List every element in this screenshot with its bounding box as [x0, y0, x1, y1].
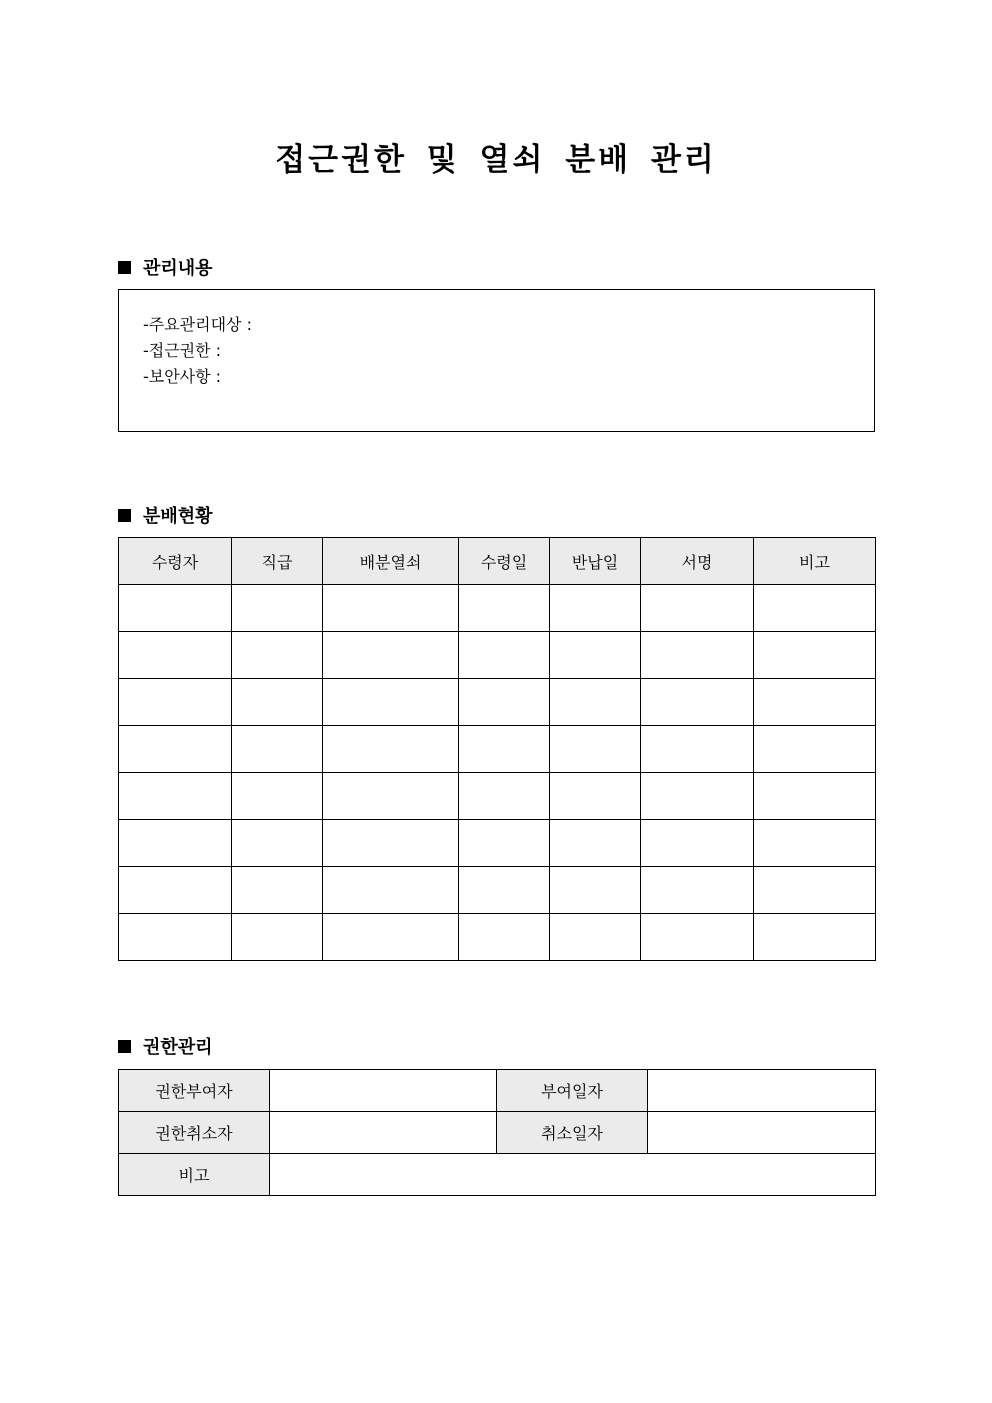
table-cell[interactable] — [550, 914, 641, 961]
table-cell[interactable] — [459, 679, 550, 726]
table-cell[interactable] — [232, 679, 323, 726]
table-cell[interactable] — [232, 726, 323, 773]
table-cell[interactable] — [323, 726, 459, 773]
table-cell[interactable] — [754, 867, 876, 914]
section-heading-permission — [118, 1033, 213, 1059]
table-cell[interactable] — [119, 585, 232, 632]
revoker-field[interactable] — [270, 1112, 497, 1154]
column-header: 수령일 — [459, 538, 550, 585]
table-cell[interactable] — [754, 632, 876, 679]
table-cell[interactable] — [459, 867, 550, 914]
table-cell[interactable] — [323, 867, 459, 914]
table-row — [119, 726, 876, 773]
page-title: 접근권한 및 열쇠 분배 관리 — [275, 142, 717, 178]
revoker-label: 권한취소자 — [119, 1112, 270, 1154]
table-cell[interactable] — [550, 632, 641, 679]
square-bullet-icon — [118, 509, 131, 522]
table-cell[interactable] — [323, 632, 459, 679]
table-cell[interactable] — [119, 867, 232, 914]
table-cell[interactable] — [232, 585, 323, 632]
table-cell[interactable] — [119, 726, 232, 773]
table-cell[interactable] — [754, 585, 876, 632]
table-row — [119, 679, 876, 726]
table-cell[interactable] — [550, 585, 641, 632]
section-heading-distribution — [118, 502, 213, 528]
table-cell[interactable] — [550, 867, 641, 914]
section-heading-management — [118, 254, 213, 280]
table-cell[interactable] — [459, 726, 550, 773]
table-cell[interactable] — [550, 726, 641, 773]
table-row — [119, 1154, 876, 1196]
table-cell[interactable] — [459, 585, 550, 632]
table-cell[interactable] — [119, 773, 232, 820]
table-cell[interactable] — [550, 820, 641, 867]
table-cell[interactable] — [641, 773, 754, 820]
grant-date-label: 부여일자 — [497, 1070, 648, 1112]
grant-date-field[interactable] — [648, 1070, 876, 1112]
table-cell[interactable] — [641, 820, 754, 867]
table-row — [119, 867, 876, 914]
table-cell[interactable] — [323, 773, 459, 820]
table-row — [119, 1070, 876, 1112]
table-cell[interactable] — [119, 632, 232, 679]
column-header: 서명 — [641, 538, 754, 585]
table-cell[interactable] — [754, 679, 876, 726]
table-cell[interactable] — [641, 679, 754, 726]
table-cell[interactable] — [323, 820, 459, 867]
table-cell[interactable] — [754, 820, 876, 867]
table-cell[interactable] — [232, 914, 323, 961]
table-cell[interactable] — [232, 820, 323, 867]
column-header: 배분열쇠 — [323, 538, 459, 585]
table-cell[interactable] — [323, 679, 459, 726]
table-cell[interactable] — [641, 726, 754, 773]
table-cell[interactable] — [119, 820, 232, 867]
table-cell[interactable] — [754, 914, 876, 961]
table-cell[interactable] — [754, 726, 876, 773]
table-cell[interactable] — [459, 773, 550, 820]
table-cell[interactable] — [641, 914, 754, 961]
management-content-box — [118, 289, 875, 432]
table-cell[interactable] — [459, 914, 550, 961]
management-line-access: -접근권한 : — [143, 341, 222, 360]
permission-table — [118, 1069, 876, 1196]
column-header: 반납일 — [550, 538, 641, 585]
grantor-field[interactable] — [270, 1070, 497, 1112]
table-row — [119, 914, 876, 961]
table-cell[interactable] — [641, 867, 754, 914]
management-line-security: -보안사항 : — [143, 367, 222, 386]
table-row — [119, 585, 876, 632]
revoke-date-field[interactable] — [648, 1112, 876, 1154]
table-cell[interactable] — [323, 914, 459, 961]
table-row — [119, 773, 876, 820]
management-line-target: -주요관리대상 : — [143, 315, 252, 334]
table-cell[interactable] — [550, 773, 641, 820]
section-heading-label: 관리내용 — [143, 258, 213, 279]
grantor-label: 권한부여자 — [119, 1070, 270, 1112]
table-cell[interactable] — [641, 585, 754, 632]
table-cell[interactable] — [232, 867, 323, 914]
revoke-date-label: 취소일자 — [497, 1112, 648, 1154]
table-row — [119, 820, 876, 867]
table-row — [119, 632, 876, 679]
table-row — [119, 1112, 876, 1154]
table-cell[interactable] — [232, 632, 323, 679]
note-field[interactable] — [270, 1154, 876, 1196]
column-header: 수령자 — [119, 538, 232, 585]
square-bullet-icon — [118, 1040, 131, 1053]
column-header: 비고 — [754, 538, 876, 585]
section-heading-label: 권한관리 — [143, 1037, 213, 1058]
table-cell[interactable] — [232, 773, 323, 820]
table-cell[interactable] — [459, 632, 550, 679]
column-header: 직급 — [232, 538, 323, 585]
table-header-row — [119, 538, 876, 585]
table-cell[interactable] — [119, 914, 232, 961]
section-heading-label: 분배현황 — [143, 506, 213, 527]
table-cell[interactable] — [754, 773, 876, 820]
table-cell[interactable] — [641, 632, 754, 679]
square-bullet-icon — [118, 261, 131, 274]
table-cell[interactable] — [459, 820, 550, 867]
table-cell[interactable] — [323, 585, 459, 632]
table-cell[interactable] — [119, 679, 232, 726]
distribution-table — [118, 537, 876, 961]
note-label: 비고 — [119, 1154, 270, 1196]
table-cell[interactable] — [550, 679, 641, 726]
